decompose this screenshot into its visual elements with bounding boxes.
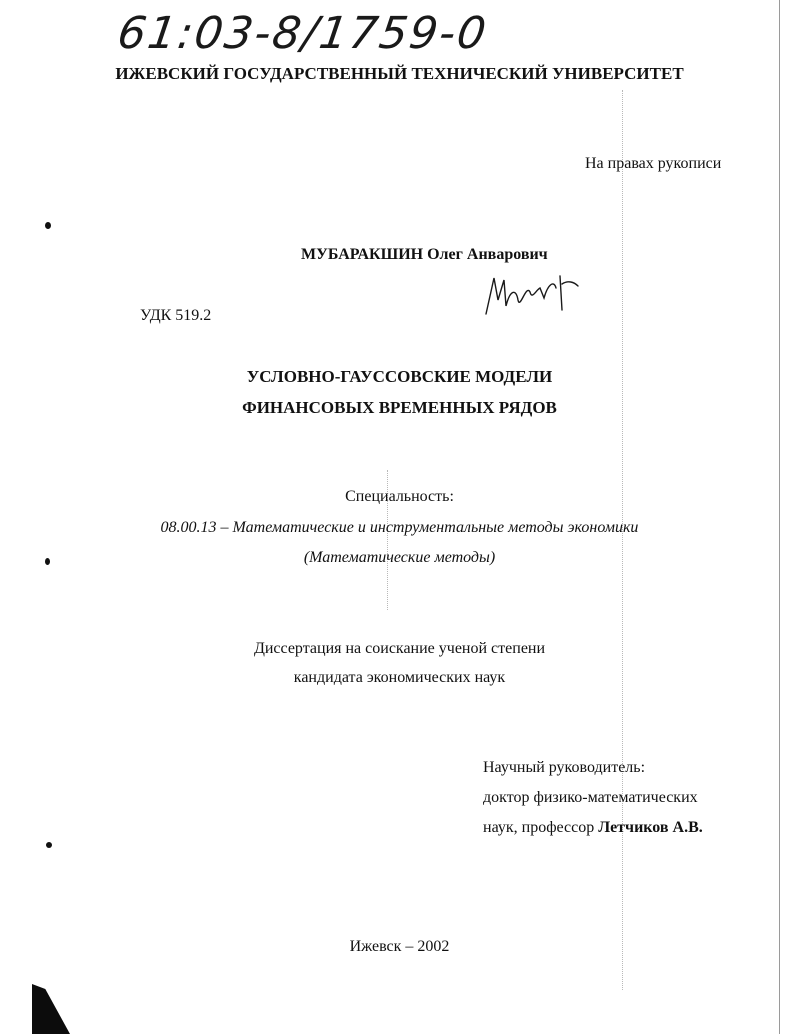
advisor-title: [483, 819, 703, 837]
fold-line: [622, 90, 623, 990]
city-year: Ижевск – 2002: [349, 938, 450, 955]
advisor-title-prefix: наук, профессор: [483, 819, 599, 836]
signature-icon: [482, 270, 582, 320]
specialty-subtitle: (Математические методы): [303, 549, 496, 566]
advisor-name: Летчиков А.В.: [598, 819, 703, 836]
university-name: ИЖЕВСКИЙ ГОСУДАРСТВЕННЫЙ ТЕХНИЧЕСКИЙ УНИВЕРСИТЕТ: [115, 64, 684, 83]
archive-code-handwritten: 61:03-8/1759-0: [114, 8, 491, 59]
specialty-label: Специальность:: [345, 488, 454, 505]
title-line-2: ФИНАНСОВЫХ ВРЕМЕННЫХ РЯДОВ: [242, 398, 557, 417]
dissertation-purpose-1: Диссертация на соискание ученой степени: [253, 640, 546, 657]
title-line-1: УСЛОВНО-ГАУССОВСКИЕ МОДЕЛИ: [246, 367, 553, 386]
manuscript-rights: На правах рукописи: [585, 155, 722, 172]
advisor-label: Научный руководитель:: [483, 759, 646, 776]
dissertation-purpose-2: кандидата экономических наук: [293, 669, 506, 686]
udc-code: УДК 519.2: [140, 307, 212, 324]
specialty-code: 08.00.13 – Математические и инструментальные методы экономики: [160, 519, 639, 536]
scan-corner-shadow: [32, 984, 70, 1034]
scan-edge: [779, 0, 780, 1034]
punch-hole-mark: [45, 222, 51, 229]
advisor-degree: доктор физико-математических: [483, 789, 698, 806]
author-name: МУБАРАКШИН Олег Анварович: [301, 246, 548, 263]
punch-hole-mark: [46, 842, 52, 848]
author-signature: [482, 270, 582, 325]
